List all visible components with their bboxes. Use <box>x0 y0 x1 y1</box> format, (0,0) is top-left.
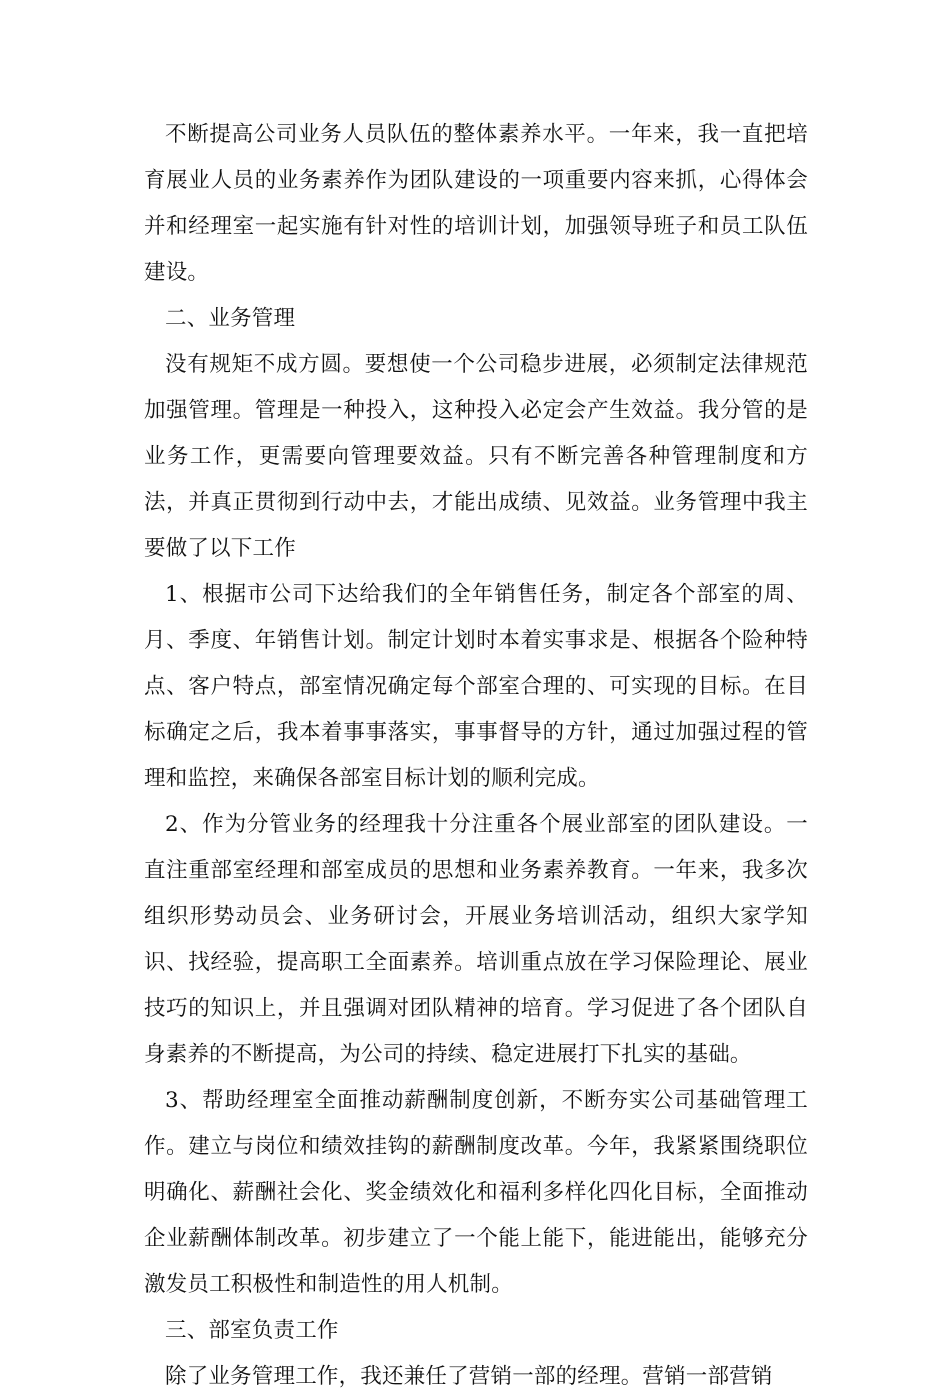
paragraph-item-3-salary-reform: 3、帮助经理室全面推动薪酬制度创新，不断夯实公司基础管理工作。建立与岗位和绩效挂钩的薪酬制度改革。今年，我紧紧围绕职位明确化、薪酬社会化、奖金绩效化和福利多样化四化目标，全面推动企业薪酬体制改革。初步建立了一个能上能下，能进能出，能够充分激发员工积极性和制造性的用人机制。 <box>144 1088 808 1297</box>
paragraph-item-2-team-building: 2、作为分管业务的经理我十分注重各个展业部室的团队建设。一直注重部室经理和部室成员的思想和业务素养教育。一年来，我多次组织形势动员会、业务研讨会，开展业务培训活动，组织大家学知识、找经验，提高职工全面素养。培训重点放在学习保险理论、展业技巧的知识上，并且强调对团队精神的培育。学习促进了各个团队自身素养的不断提高，为公司的持续、稳定进展打下扎实的基础。 <box>144 812 808 1067</box>
paragraph-marketing-dept: 除了业务管理工作，我还兼任了营销一部的经理。营销一部营销 <box>165 1364 773 1389</box>
section-heading-business-management: 二、业务管理 <box>165 306 296 331</box>
paragraph-rules-management: 没有规矩不成方圆。要想使一个公司稳步进展，必须制定法律规范加强管理。管理是一种投入，这种投入必定会产生效益。我分管的是业务工作，更需要向管理要效益。只有不断完善各种管理制度和方法，并真正贯彻到行动中去，才能出成绩、见效益。业务管理中我主要做了以下工作 <box>144 352 808 561</box>
paragraph-team-quality: 不断提高公司业务人员队伍的整体素养水平。一年来，我一直把培育展业人员的业务素养作为团队建设的一项重要内容来抓，心得体会并和经理室一起实施有针对性的培训计划，加强领导班子和员工队伍建设。 <box>144 122 808 285</box>
section-heading-department-work: 三、部室负责工作 <box>165 1318 339 1343</box>
document-body <box>144 112 808 1400</box>
paragraph-item-1-sales-plan: 1、根据市公司下达给我们的全年销售任务，制定各个部室的周、月、季度、年销售计划。制定计划时本着实事求是、根据各个险种特点、客户特点，部室情况确定每个部室合理的、可实现的目标。在目标确定之后，我本着事事落实，事事督导的方针，通过加强过程的管理和监控，来确保各部室目标计划的顺利完成。 <box>144 582 808 791</box>
